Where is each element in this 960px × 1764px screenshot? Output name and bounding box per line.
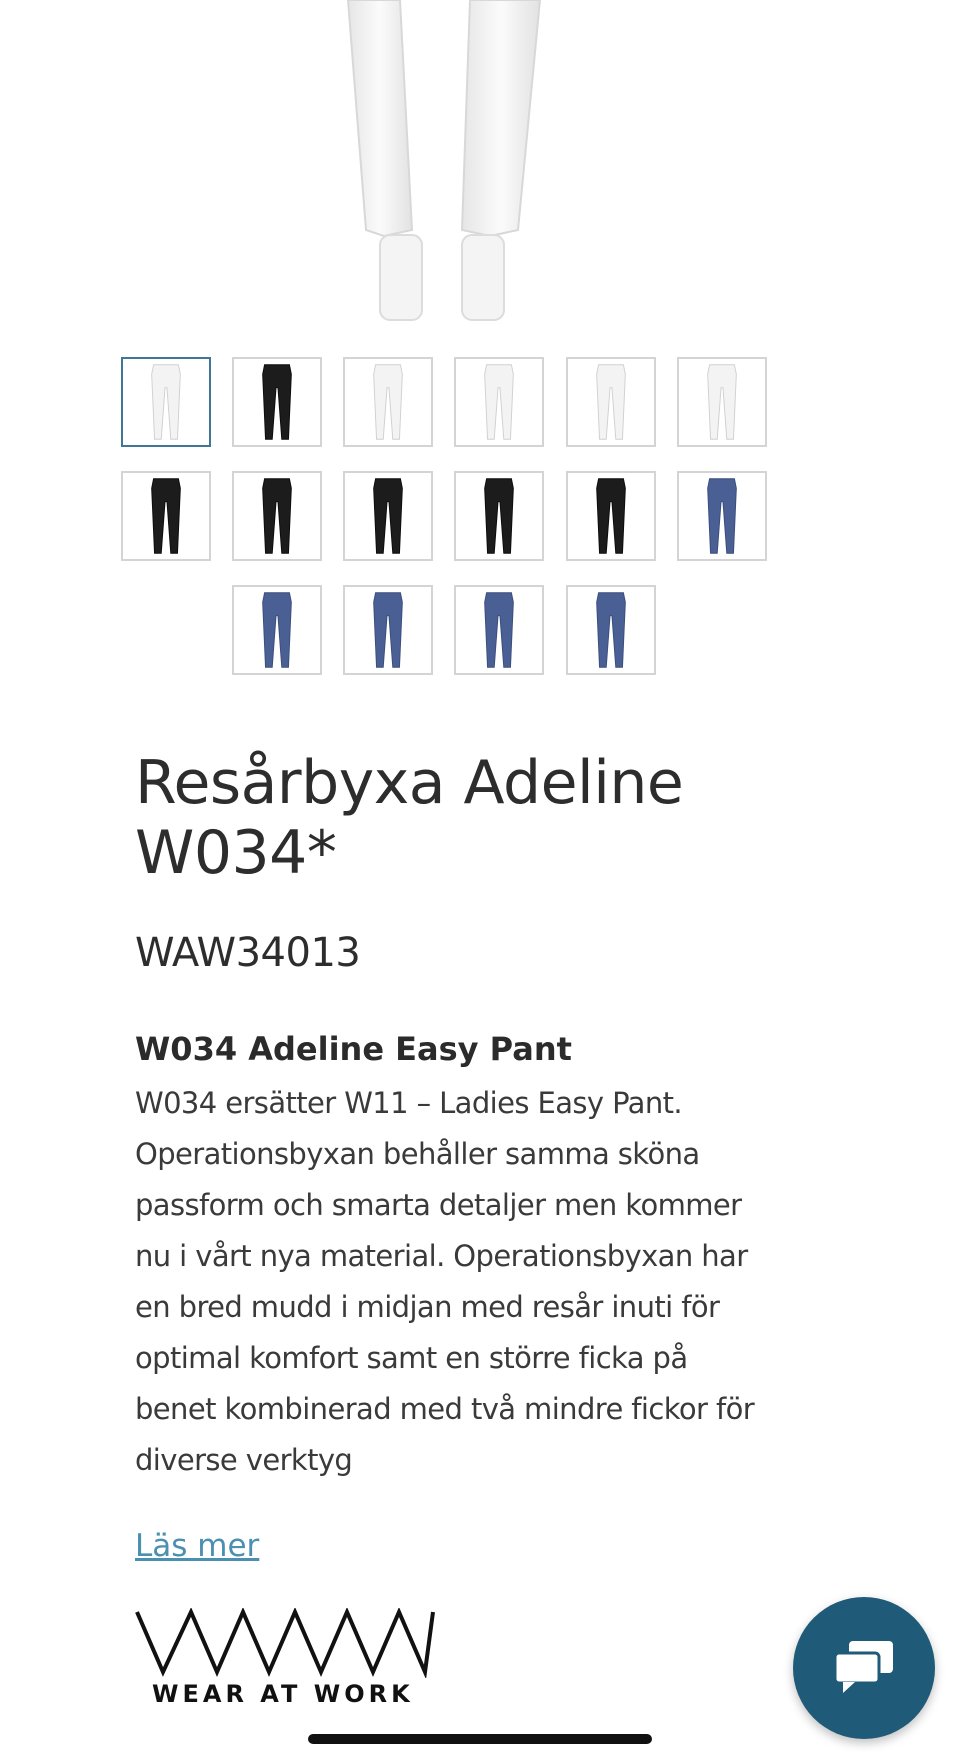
pants-icon: [679, 359, 765, 445]
thumbnail-navy-pants[interactable]: [454, 585, 544, 675]
product-sku: WAW34013: [135, 930, 361, 976]
chat-bubbles-icon: [833, 1639, 895, 1695]
thumbnail-navy-pants[interactable]: [566, 585, 656, 675]
pants-icon: [234, 473, 320, 559]
pants-icon: [234, 359, 320, 445]
pants-icon: [345, 359, 431, 445]
thumbnail-black-pants[interactable]: [343, 471, 433, 561]
chat-button[interactable]: [793, 1597, 935, 1739]
pants-icon: [456, 587, 542, 673]
thumbnail-navy-pants[interactable]: [677, 471, 767, 561]
thumbnail-white-pants[interactable]: [454, 357, 544, 447]
thumbnail-black-pants[interactable]: [121, 471, 211, 561]
thumbnail-gallery: [0, 0, 960, 700]
thumbnail-black-pants[interactable]: [454, 471, 544, 561]
pants-icon: [345, 473, 431, 559]
thumbnail-navy-pants[interactable]: [232, 585, 322, 675]
pants-icon: [679, 473, 765, 559]
pants-icon: [568, 473, 654, 559]
thumbnail-black-pants[interactable]: [566, 471, 656, 561]
thumbnail-white-pants[interactable]: [121, 357, 211, 447]
thumbnail-black-pants[interactable]: [232, 357, 322, 447]
thumbnail-white-pants[interactable]: [343, 357, 433, 447]
thumbnail-black-pants[interactable]: [232, 471, 322, 561]
thumbnail-white-pants[interactable]: [566, 357, 656, 447]
thumbnail-white-pants[interactable]: [677, 357, 767, 447]
thumbnail-navy-pants[interactable]: [343, 585, 433, 675]
product-title-line2: W034*: [135, 818, 337, 888]
pants-icon: [234, 587, 320, 673]
brand-tagline: WEAR AT WORK: [152, 1680, 414, 1708]
home-indicator: [308, 1734, 652, 1744]
pants-icon: [123, 473, 209, 559]
read-more-link[interactable]: Läs mer: [135, 1528, 260, 1564]
product-title: [135, 748, 835, 888]
description-body: W034 ersätter W11 – Ladies Easy Pant. Operationsbyxan behåller samma sköna passform och smarta detaljer men kommer nu i vårt nya material. Operationsbyxan har en bred mudd i midjan med resår inuti för optimal komfort samt en större ficka på benet kombinerad med två mindre fickor för diverse verktyg: [135, 1086, 755, 1477]
pants-icon: [345, 587, 431, 673]
pants-icon: [568, 587, 654, 673]
product-title-line1: Resårbyxa Adeline: [135, 748, 684, 818]
description-heading: W034 Adeline Easy Pant: [135, 1030, 572, 1068]
pants-icon: [456, 359, 542, 445]
pants-icon: [568, 359, 654, 445]
pants-icon: [123, 359, 209, 445]
waw-logo-mark: [135, 1608, 435, 1678]
pants-icon: [456, 473, 542, 559]
